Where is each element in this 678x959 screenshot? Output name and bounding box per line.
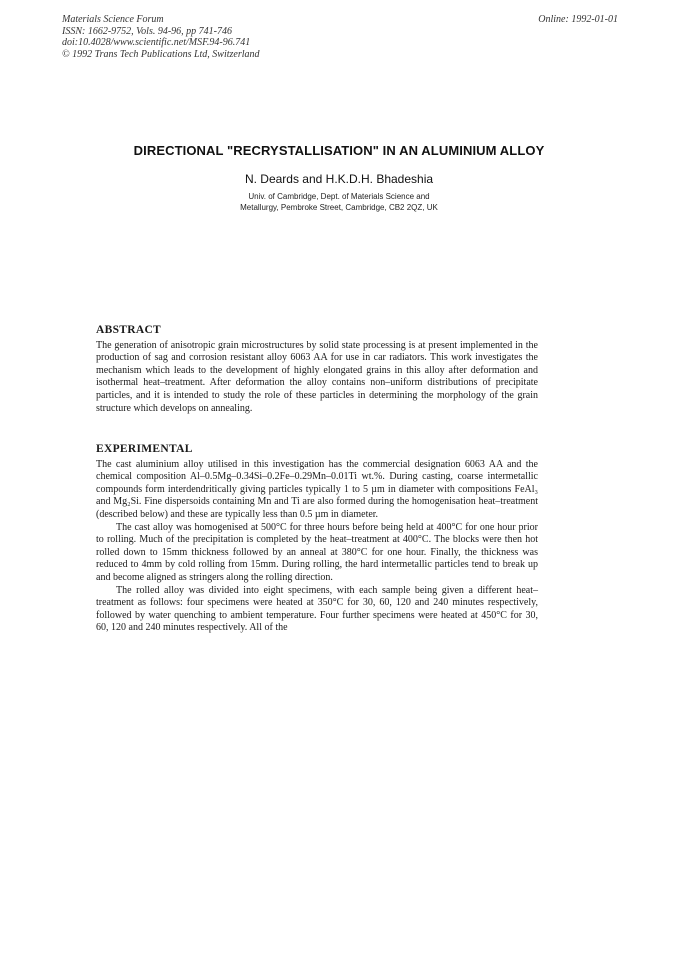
copyright-line: © 1992 Trans Tech Publications Ltd, Switzerland	[62, 48, 260, 60]
journal-name: Materials Science Forum	[62, 14, 164, 25]
paper-authors: N. Deards and H.K.D.H. Bhadeshia	[244, 172, 434, 186]
citation-block	[62, 14, 618, 60]
issn-line: ISSN: 1662-9752, Vols. 94-96, pp 741-746	[62, 25, 232, 37]
online-date: Online: 1992-01-01	[538, 14, 618, 25]
abstract-section	[96, 324, 538, 415]
author-affiliation	[0, 191, 678, 213]
paper-title: DIRECTIONAL "RECRYSTALLISATION" IN AN ALUMINIUM ALLOY	[133, 143, 545, 158]
experimental-paragraph: The cast aluminium alloy utilised in this investigation has the commercial designation 6063 AA and the chemical composition Al–0.5Mg–0.34Si–0.2Fe–0.29Mn–0.01Ti wt.%. During casting, coarse intermetallic compounds form interdendritically giving particles typically 1 to 5 µm in diameter with compositions FeAl₃ and Mg₂Si. Fine dispersoids containing Mn and Ti are also formed during the homogenisation heat–treatment (described below) and these are typically less than 0.5 µm in diameter.	[96, 458, 538, 520]
experimental-section	[96, 443, 538, 635]
experimental-paragraph: The cast alloy was homogenised at 500°C for three hours before being held at 400°C for one hour prior to rolling. Much of the precipitation is completed by the heat–treatment at 400°C. The blocks were then hot rolled down to 15mm thickness followed by an anneal at 380°C for one hour. Finally, the thickness was reduced to 4mm by cold rolling from 15mm. During rolling, the hard intermetallic particles tend to break up and become aligned as stringers along the rolling direction.	[96, 521, 538, 583]
experimental-heading: EXPERIMENTAL	[96, 443, 193, 455]
affiliation-line: Univ. of Cambridge, Dept. of Materials Science and	[248, 192, 430, 201]
experimental-paragraph: The rolled alloy was divided into eight specimens, with each sample being given a different heat–treatment as follows: four specimens were heated at 350°C for 30, 60, 120 and 240 minutes respectively, followed by water quenching to ambient temperature. Four further specimens were heated at 450°C for 30, 60, 120 and 240 minutes respectively. All of the	[96, 584, 538, 634]
abstract-heading: ABSTRACT	[96, 324, 162, 336]
affiliation-line: Metallurgy, Pembroke Street, Cambridge, CB2 2QZ, UK	[240, 203, 438, 212]
abstract-text: The generation of anisotropic grain microstructures by solid state processing is at present implemented in the production of sag and corrosion resistant alloy 6063 AA for use in car radiators. This work investigates the mechanism which leads to the development of highly elongated grains in this alloy after deformation and isothermal heat–treatment. After deformation the alloy contains non–uniform distributions of precipitate particles, and it is intended to study the role of these particles in determining the morphology of the grain structure which develops on annealing.	[96, 339, 538, 414]
doi-line[interactable]: doi:10.4028/www.scientific.net/MSF.94-96.741	[62, 37, 251, 48]
page-header	[62, 14, 618, 60]
